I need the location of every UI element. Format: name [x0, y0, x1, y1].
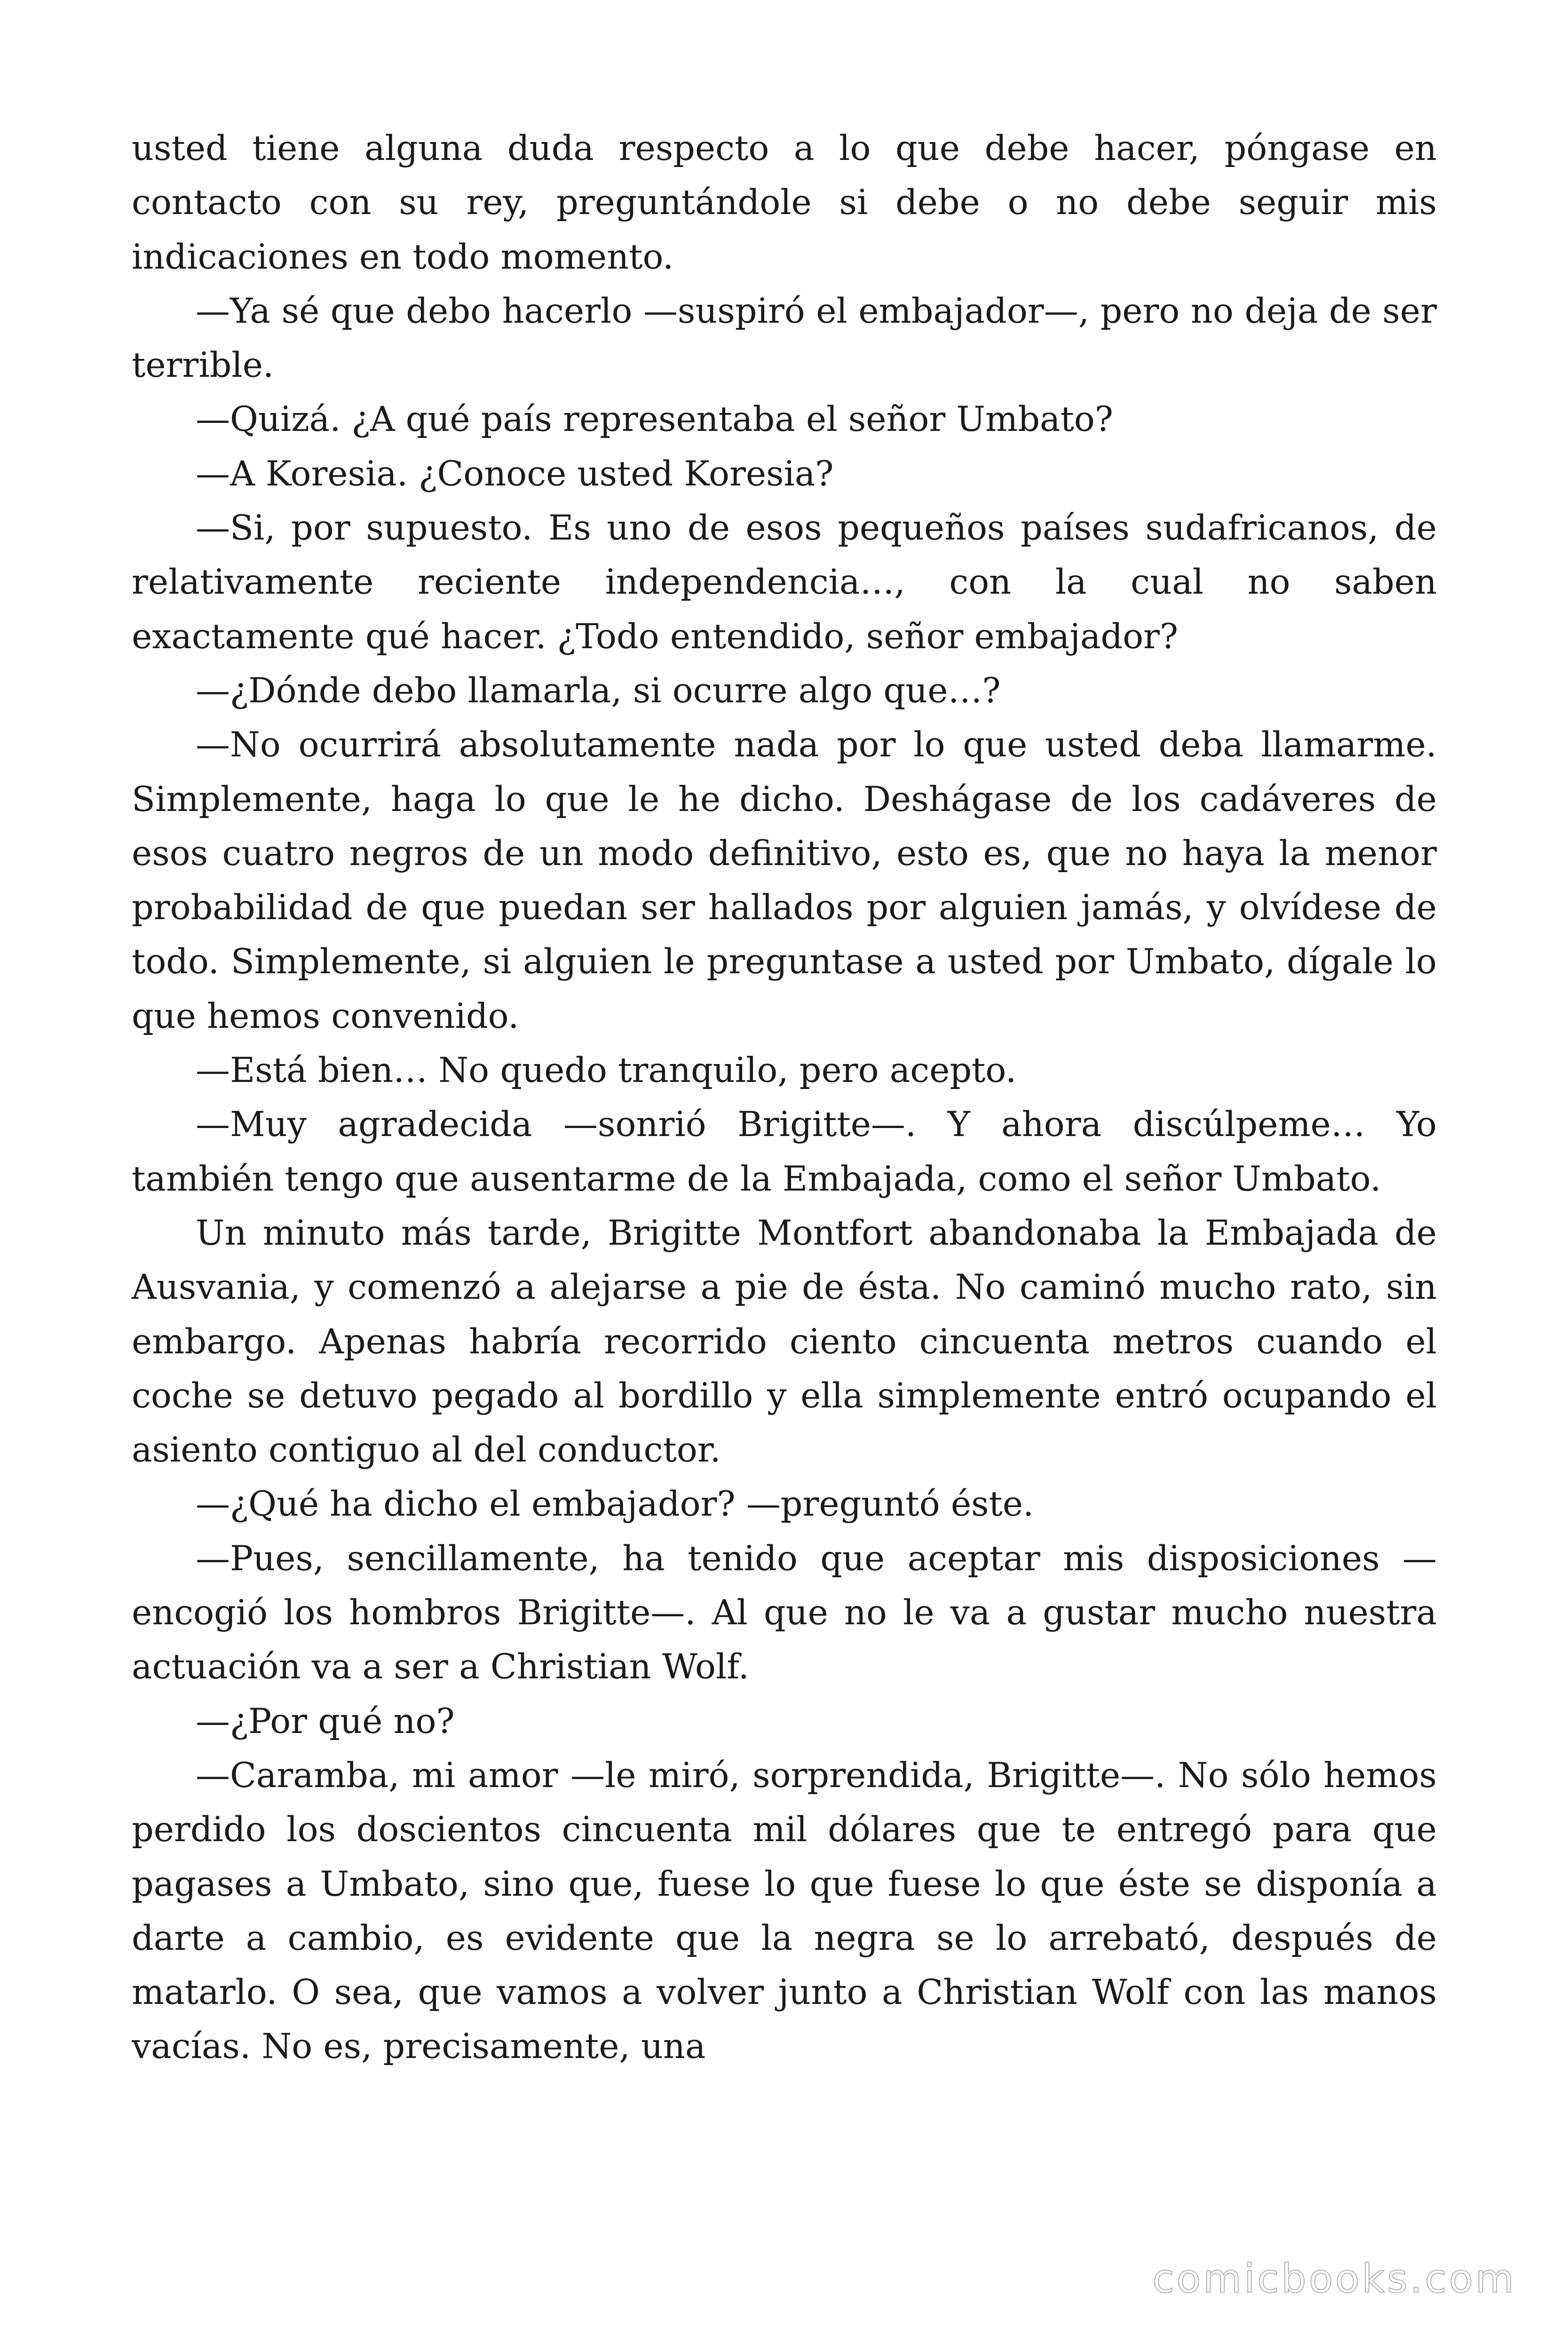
paragraph: —Caramba, mi amor —le miró, sorprendida, Brigitte—. No sólo hemos perdido los doscientos cincuenta mil dólares que te entregó para que pagases a Umbato, sino que, fuese lo que fuese lo que éste se disponía a darte a cambio, es evidente que la negra se lo arrebató, después de matarlo. O sea, que vamos a volver junto a Christian Wolf con las manos vacías. No es, precisamente, una [132, 1755, 1437, 2067]
paragraph: —Ya sé que debo hacerlo —suspiró el embajador—, pero no deja de ser terrible. [132, 291, 1437, 386]
paragraph: —Pues, sencillamente, ha tenido que aceptar mis disposiciones —encogió los hombros Brigitte—. Al que no le va a gustar mucho nuestra actuación va a ser a Christian Wolf. [132, 1538, 1437, 1687]
paragraph: —Muy agradecida —sonrió Brigitte—. Y ahora discúlpeme… Yo también tengo que ausentarme de la Embajada, como el señor Umbato. [132, 1104, 1437, 1199]
paragraph: —¿Dónde debo llamarla, si ocurre algo que…? [196, 670, 1001, 711]
body-text [132, 121, 1437, 2074]
paragraph: —A Koresia. ¿Conoce usted Koresia? [196, 453, 834, 494]
paragraph: —No ocurrirá absolutamente nada por lo que usted deba llamarme. Simplemente, haga lo que le he dicho. Deshágase de los cadáveres de esos cuatro negros de un modo definitivo, esto es, que no haya la menor probabilidad de que puedan ser hallados por alguien jamás, y olvídese de todo. Simplemente, si alguien le preguntase a usted por Umbato, dígale lo que hemos convenido. [132, 725, 1437, 1036]
paragraph: —Quizá. ¿A qué país representaba el señor Umbato? [196, 399, 1113, 440]
watermark-logo: comicbooks.com [1152, 2256, 1516, 2302]
paragraph: —Está bien… No quedo tranquilo, pero acepto. [196, 1050, 1017, 1091]
paragraph: Un minuto más tarde, Brigitte Montfort abandonaba la Embajada de Ausvania, y comenzó a alejarse a pie de ésta. No caminó mucho rato, sin embargo. Apenas habría recorrido ciento cincuenta metros cuando el coche se detuvo pegado al bordillo y ella simplemente entró ocupando el asiento contiguo al del conductor. [132, 1213, 1437, 1470]
paragraph: —¿Por qué no? [196, 1701, 455, 1741]
paragraph: —¿Qué ha dicho el embajador? —preguntó éste. [196, 1484, 1034, 1525]
paragraph: usted tiene alguna duda respecto a lo que debe hacer, póngase en contacto con su rey, preguntándole si debe o no debe seguir mis indicaciones en todo momento. [132, 128, 1437, 277]
paragraph: —Si, por supuesto. Es uno de esos pequeños países sudafricanos, de relativamente reciente independencia…, con la cual no saben exactamente qué hacer. ¿Todo entendido, señor embajador? [132, 508, 1437, 657]
